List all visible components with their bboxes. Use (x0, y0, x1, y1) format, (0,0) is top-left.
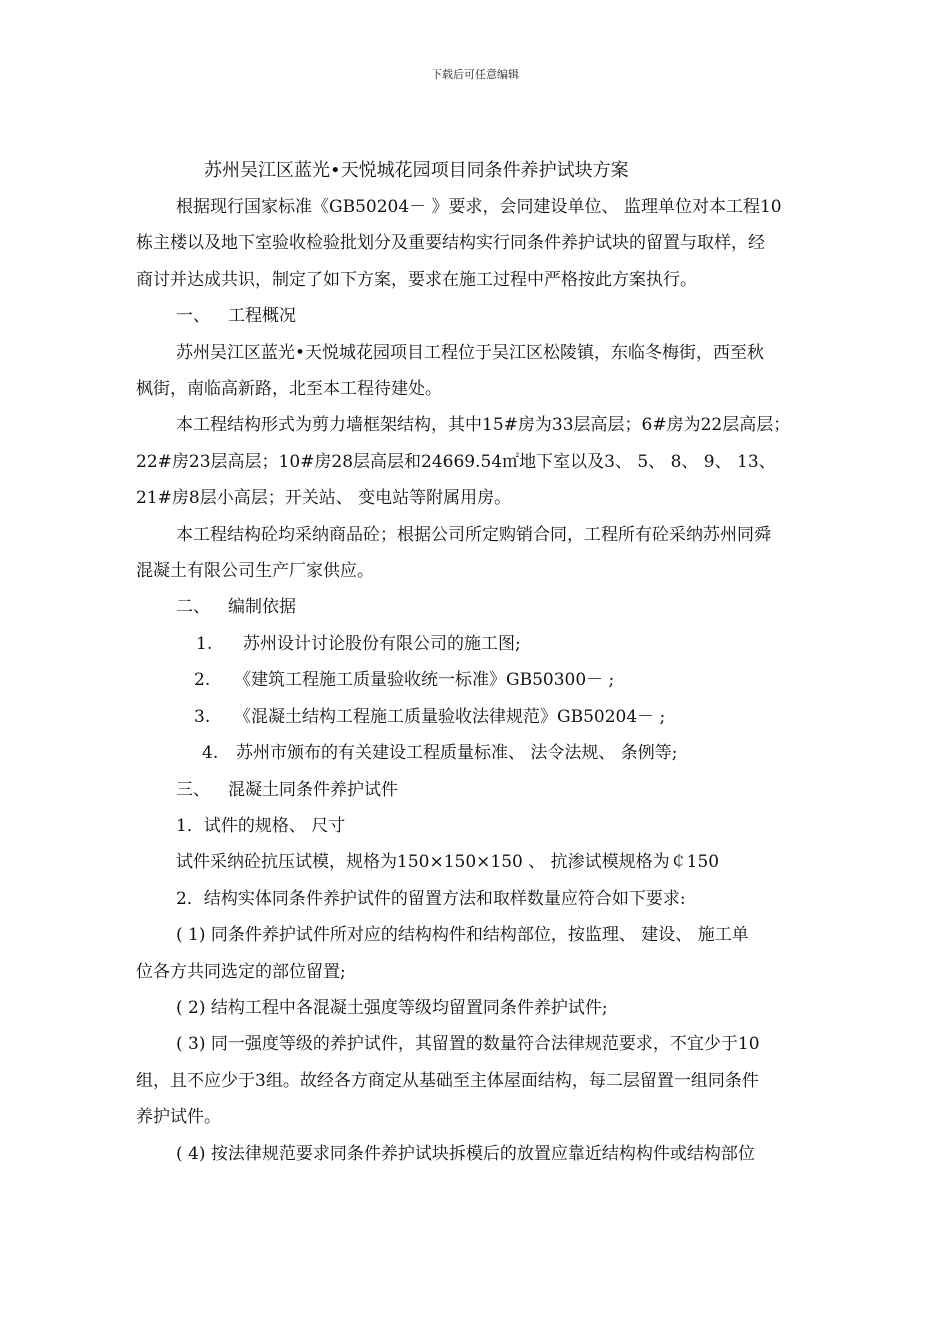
section-1-p2-line-2: 22#房23层高层；10#房28层高层和24669.54㎡地下室以及3、 5、 8、 9、 13、 (136, 451, 776, 472)
basis-item-4-text: 苏州市颁布的有关建设工程质量标准、 法令法规、 条例等; (236, 743, 678, 764)
requirement-3-line-2: 组，且不应少于3组。故经各方商定从基础至主体屋面结构，每二层留置一组同条件 (136, 1070, 759, 1091)
section-2-number: 二、 (176, 597, 210, 618)
basis-item-4-number: 4. (202, 743, 219, 764)
intro-line-3: 商讨并达成共识，制定了如下方案，要求在施工过程中严格按此方案执行。 (136, 269, 697, 290)
basis-item-3-text: 《混凝土结构工程施工质量验收法律规范》GB50204－ ; (234, 706, 666, 727)
requirement-1-line-1: ( 1) 同条件养护试件所对应的结构构件和结构部位，按监理、 建设、 施工单 (176, 925, 749, 946)
subsection-2-title: 2．结构实体同条件养护试件的留置方法和取样数量应符合如下要求: (176, 888, 686, 909)
basis-item-3-number: 3. (194, 706, 211, 727)
section-1-p1-line-1: 苏州吴江区蓝光•天悦城花园项目工程位于吴江区松陵镇，东临冬梅街，西至秋 (176, 342, 765, 363)
requirement-1-line-2: 位各方共同选定的部位留置; (136, 961, 346, 982)
section-1-p3-line-1: 本工程结构砼均采纳商品砼；根据公司所定购销合同，工程所有砼采纳苏州同舜 (176, 524, 771, 545)
basis-item-1-text: 苏州设计讨论股份有限公司的施工图; (243, 633, 521, 654)
section-2-title: 编制依据 (228, 597, 296, 618)
section-1-number: 一、 (176, 306, 210, 327)
section-1-heading (176, 298, 856, 334)
header-note: 下载后可任意编辑 (431, 68, 519, 81)
intro-line-2: 栋主楼以及地下室验收检验批划分及重要结构实行同条件养护试块的留置与取样，经 (136, 233, 765, 254)
intro-line-1: 根据现行国家标准《GB50204－ 》要求，会同建设单位、 监理单位对本工程10 (176, 197, 782, 217)
section-1-p2-line-3: 21#房8层小高层；开关站、 变电站等附属用房。 (136, 488, 512, 509)
subsection-1-title: 1．试件的规格、 尺寸 (176, 815, 346, 836)
section-2-heading (176, 589, 856, 625)
section-1-p3-line-2: 混凝土有限公司生产厂家供应。 (136, 561, 374, 582)
section-3-number: 三、 (176, 779, 210, 800)
section-1-p1-line-2: 枫街，南临高新路，北至本工程待建处。 (136, 379, 442, 400)
document-body (136, 189, 856, 1172)
basis-item-2-text: 《建筑工程施工质量验收统一标准》GB50300－ ; (234, 670, 615, 691)
basis-item-2 (176, 662, 856, 698)
requirement-3-line-1: ( 3) 同一强度等级的养护试件，其留置的数量符合法律规范要求，不宜少于10 (176, 1034, 760, 1055)
basis-item-1-number: 1. (196, 633, 213, 654)
section-1-p2-line-1: 本工程结构形式为剪力墙框架结构，其中15#房为33层高层；6#房为22层高层； (176, 415, 791, 436)
requirement-2-line-1: ( 2) 结构工程中各混凝土强度等级均留置同条件养护试件; (176, 997, 608, 1018)
basis-item-1 (176, 626, 856, 662)
section-1-title: 工程概况 (228, 306, 296, 327)
basis-item-4 (176, 735, 856, 771)
basis-item-3 (176, 699, 856, 735)
document-title: 苏州吴江区蓝光•天悦城花园项目同条件养护试块方案 (204, 160, 629, 181)
basis-item-2-number: 2. (194, 670, 211, 691)
requirement-4-line-1: ( 4) 按法律规范要求同条件养护试块拆模后的放置应靠近结构构件或结构部位 (176, 1143, 755, 1164)
requirement-3-line-3: 养护试件。 (136, 1107, 221, 1128)
subsection-1-text: 试件采纳砼抗压试模，规格为150×150×150 、 抗渗试模规格为￠150 (176, 852, 720, 873)
section-3-title: 混凝土同条件养护试件 (228, 779, 398, 800)
section-3-heading (176, 772, 856, 808)
